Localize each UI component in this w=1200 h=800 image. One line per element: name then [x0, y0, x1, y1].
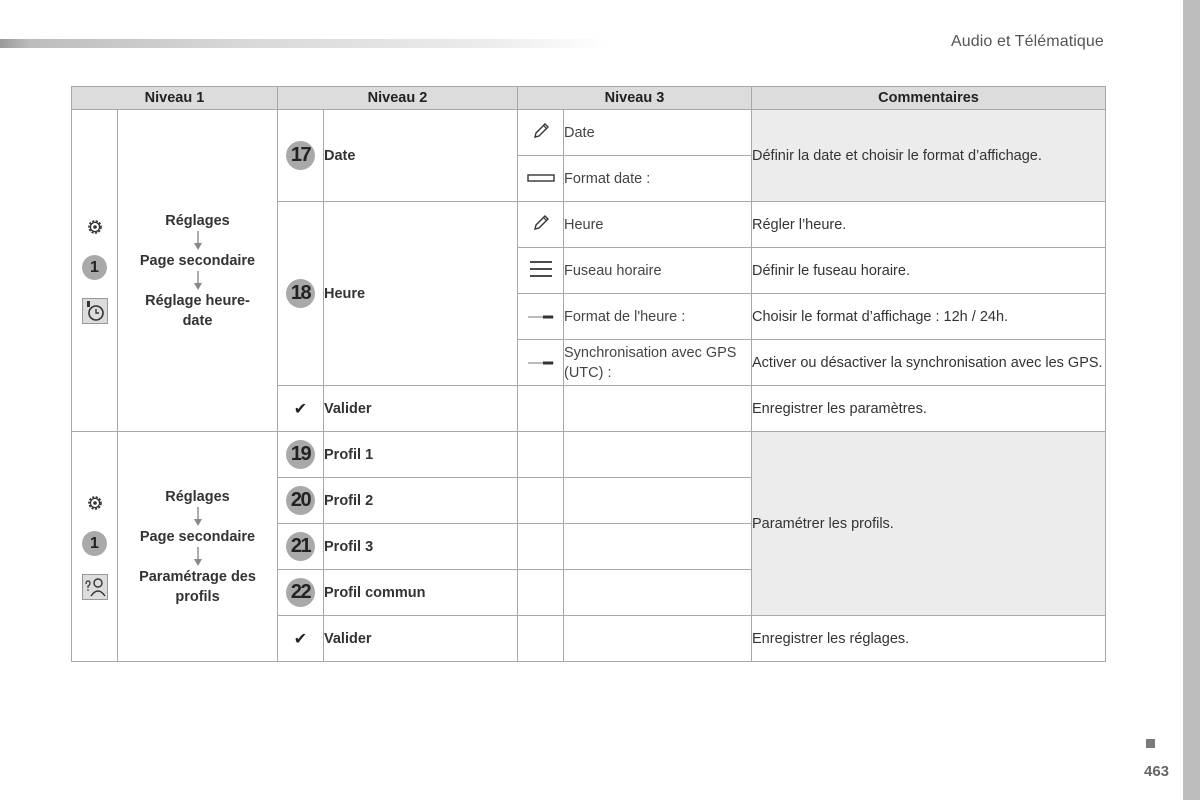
empty-cell [564, 478, 752, 524]
pencil-icon [531, 213, 551, 233]
nav-reglages: Réglages [165, 488, 230, 505]
section-title: Audio et Télématique [951, 33, 1104, 50]
header-commentaires: Commentaires [752, 87, 1106, 110]
page-number: 463 [1144, 763, 1170, 780]
level2-date: Date [324, 110, 518, 202]
level1-nav-cell [118, 110, 278, 432]
check-cell [278, 616, 324, 662]
header-niveau1: Niveau 1 [72, 87, 278, 110]
level3-synchronisation: Synchronisation avec GPS (UTC) : [564, 340, 752, 386]
level1-icons-cell [72, 110, 118, 432]
level1-nav-cell [118, 432, 278, 662]
comment-valider: Enregistrer les réglages. [752, 616, 1106, 662]
comment-profils: Paramétrer les profils. [752, 432, 1106, 616]
level2-valider: Valider [324, 616, 518, 662]
level2-profil-2: Profil 2 [324, 478, 518, 524]
comment-valider: Enregistrer les paramètres. [752, 386, 1106, 432]
level3-heure: Heure [564, 202, 752, 248]
profile-icon [82, 574, 108, 600]
page-marker [1146, 739, 1155, 748]
check-cell [278, 386, 324, 432]
check-icon: ✔ [293, 630, 308, 648]
list-lines-icon [529, 260, 553, 278]
toggle-bar-icon [527, 173, 555, 183]
settings-table [71, 86, 1106, 662]
level2-profil-3: Profil 3 [324, 524, 518, 570]
badge-19: 19 [286, 440, 315, 469]
header-niveau2: Niveau 2 [278, 87, 518, 110]
badge-cell [278, 202, 324, 386]
comment-heure: Régler l’heure. [752, 202, 1106, 248]
level2-profil-1: Profil 1 [324, 432, 518, 478]
level3-icon-cell [518, 156, 564, 202]
empty-cell [564, 570, 752, 616]
down-arrow-icon [193, 507, 203, 527]
empty-cell [518, 432, 564, 478]
pencil-icon [531, 121, 551, 141]
circle-1-icon: 1 [82, 255, 107, 280]
gear-icon [85, 217, 105, 237]
down-arrow-icon [193, 271, 203, 291]
comment-synchronisation: Activer ou désactiver la synchronisation avec les GPS. [752, 340, 1106, 386]
level2-heure: Heure [324, 202, 518, 386]
empty-cell [518, 386, 564, 432]
down-arrow-icon [193, 231, 203, 251]
badge-cell [278, 110, 324, 202]
slider-toggle-icon [527, 359, 555, 367]
slider-toggle-icon [527, 313, 555, 321]
empty-cell [564, 432, 752, 478]
header-row [72, 87, 1106, 110]
level3-date: Date [564, 110, 752, 156]
side-edge-bar [1183, 0, 1200, 800]
empty-cell [518, 570, 564, 616]
nav-page-secondaire: Page secondaire [139, 528, 256, 545]
circle-1-icon: 1 [82, 531, 107, 556]
empty-cell [564, 616, 752, 662]
nav-parametrage-profils: Paramétrage des profils [139, 568, 256, 605]
clock-icon [82, 298, 108, 324]
badge-cell [278, 432, 324, 478]
empty-cell [518, 616, 564, 662]
badge-18: 18 [286, 279, 315, 308]
nav-page-secondaire: Page secondaire [139, 252, 256, 269]
level1-icons-cell [72, 432, 118, 662]
table-row [72, 110, 1106, 156]
empty-cell [564, 524, 752, 570]
level3-icon-cell [518, 202, 564, 248]
nav-reglage-heure-date: Réglage heure-date [145, 292, 250, 329]
badge-17: 17 [286, 141, 315, 170]
nav-reglages: Réglages [165, 212, 230, 229]
top-decorative-bar [0, 39, 610, 48]
empty-cell [518, 478, 564, 524]
badge-20: 20 [286, 486, 315, 515]
comment-date: Définir la date et choisir le format d’affichage. [752, 110, 1106, 202]
table-row [72, 432, 1106, 478]
badge-22: 22 [286, 578, 315, 607]
empty-cell [518, 524, 564, 570]
badge-cell [278, 570, 324, 616]
badge-cell [278, 478, 324, 524]
header-niveau3: Niveau 3 [518, 87, 752, 110]
level3-format-heure: Format de l'heure : [564, 294, 752, 340]
level3-fuseau-horaire: Fuseau horaire [564, 248, 752, 294]
down-arrow-icon [193, 547, 203, 567]
level2-profil-commun: Profil commun [324, 570, 518, 616]
badge-cell [278, 524, 324, 570]
comment-fuseau: Définir le fuseau horaire. [752, 248, 1106, 294]
badge-21: 21 [286, 532, 315, 561]
level3-icon-cell [518, 294, 564, 340]
level3-icon-cell [518, 110, 564, 156]
check-icon: ✔ [293, 400, 308, 418]
level3-icon-cell [518, 248, 564, 294]
gear-icon [85, 493, 105, 513]
level2-valider: Valider [324, 386, 518, 432]
empty-cell [564, 386, 752, 432]
comment-format-heure: Choisir le format d’affichage : 12h / 24h. [752, 294, 1106, 340]
level3-icon-cell [518, 340, 564, 386]
level3-format-date: Format date : [564, 156, 752, 202]
